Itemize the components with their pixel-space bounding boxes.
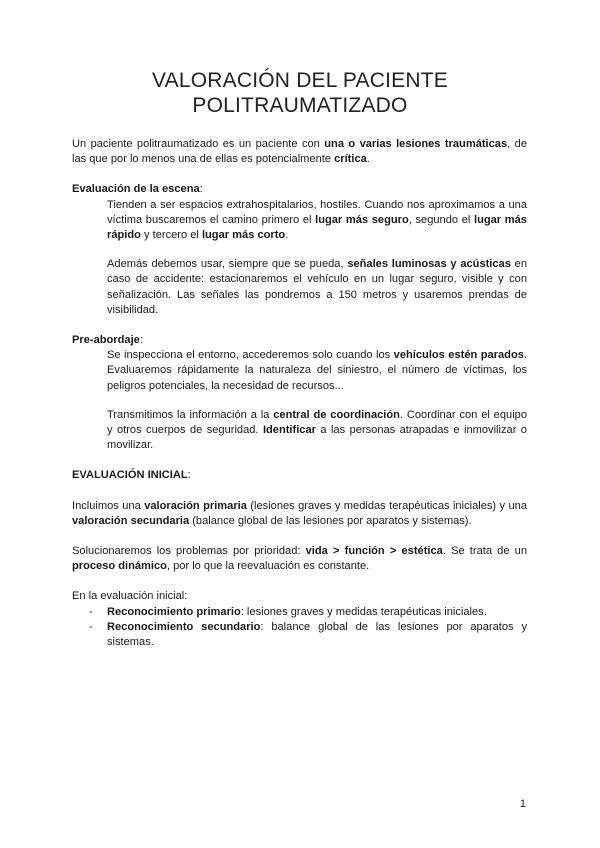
- bold-text: señales luminosas y acústicas: [347, 258, 511, 271]
- inicial-paragraph-2: [72, 544, 527, 574]
- intro-paragraph: [72, 137, 527, 167]
- text: :: [139, 334, 143, 347]
- text: Solucionaremos los problemas por prioridad:: [72, 545, 306, 558]
- bold-text: valoración primaria: [144, 499, 247, 512]
- section-heading-preabordaje: [72, 333, 527, 348]
- text: .: [366, 153, 370, 166]
- bold-text: Reconocimiento secundario: [107, 620, 261, 633]
- list-item: [72, 605, 527, 620]
- text: Transmitimos la información a la: [107, 408, 274, 421]
- text: (lesiones graves y medidas terapéuticas iniciales) y una: [246, 499, 528, 512]
- list-item: [72, 620, 527, 650]
- bold-text: central de coordinación: [273, 408, 400, 421]
- text: .: [285, 229, 289, 242]
- inicial-paragraph-1: [72, 499, 527, 529]
- text: . Evaluaremos rápidamente la naturaleza del siniestro, el número de víctimas, los peligros potenciales, la necesidad de recursos...: [107, 349, 527, 392]
- escena-paragraph-1: [72, 198, 527, 244]
- list-dash: -: [89, 620, 93, 633]
- text: Incluimos una: [72, 499, 145, 512]
- heading-text: Pre-abordaje: [72, 334, 140, 347]
- bold-text: lugar más seguro: [315, 213, 409, 226]
- preabordaje-paragraph-1: [72, 348, 527, 394]
- text: . Se trata de un: [442, 545, 528, 558]
- evaluation-list: [72, 605, 527, 651]
- inicial-paragraph-3: En la evaluación inicial:: [72, 590, 188, 603]
- title-line-1: VALORACIÓN DEL PACIENTE: [152, 69, 448, 92]
- bold-text: lugar más corto: [201, 229, 286, 242]
- section-heading-inicial: [72, 468, 527, 483]
- title-line-2: POLITRAUMATIZADO: [192, 94, 408, 117]
- document-body: [72, 137, 527, 650]
- text: :: [199, 183, 203, 196]
- bold-text: vehículos estén parados: [393, 349, 524, 362]
- text: , de las que por lo menos una de ellas es potencialmente: [72, 138, 527, 166]
- heading-text: EVALUACIÓN INICIAL: [72, 469, 188, 482]
- bold-text: Identificar: [262, 424, 316, 437]
- text: , segundo el: [408, 213, 474, 226]
- bold-text: crítica: [334, 153, 367, 166]
- bold-text: lugar más rápido: [107, 213, 527, 242]
- bold-text: proceso dinámico: [72, 560, 167, 573]
- text: . Coordinar con el equipo y otros cuerpos de seguridad.: [107, 408, 527, 437]
- heading-text: Evaluación de la escena: [72, 183, 200, 196]
- bold-text: valoración secundaria: [72, 514, 190, 527]
- page-number: 1: [519, 798, 526, 810]
- text: a las personas atrapadas e inmovilizar o movilizar.: [107, 424, 527, 452]
- section-heading-escena: [72, 182, 527, 197]
- text: Tienden a ser espacios extrahospitalarios, hostiles. Cuando nos aproximamos a una víctima buscaremos el camino primero el: [107, 198, 527, 226]
- preabordaje-paragraph-2: [72, 408, 527, 454]
- text: :: [187, 469, 191, 482]
- bold-text: Reconocimiento primario: [107, 605, 241, 618]
- text: , por lo que la reevaluación es constante.: [166, 560, 370, 573]
- text: : lesiones graves y medidas terapéuticas iniciales.: [240, 605, 487, 618]
- bold-text: vida > función > estética: [305, 545, 443, 558]
- text: Un paciente politraumatizado es un paciente con: [72, 138, 325, 150]
- text: : balance global de las lesiones por aparatos y sistemas.: [107, 620, 527, 649]
- text: en caso de accidente: estacionaremos el vehículo en un lugar seguro, visible y con señalización. Las señales las pondremos a 150 metros y usaremos prendas de visibilidad.: [107, 258, 528, 316]
- text: (balance global de las lesiones por aparatos y sistemas).: [189, 514, 472, 527]
- bold-text: una o varias lesiones traumáticas: [324, 138, 508, 150]
- list-dash: -: [89, 605, 93, 618]
- page-title: [0, 68, 600, 118]
- text: Además debemos usar, siempre que se pueda,: [107, 258, 348, 271]
- text: Se inspecciona el entorno, accederemos solo cuando los: [107, 349, 394, 362]
- text: y tercero el: [140, 229, 202, 242]
- escena-paragraph-2: [72, 257, 527, 318]
